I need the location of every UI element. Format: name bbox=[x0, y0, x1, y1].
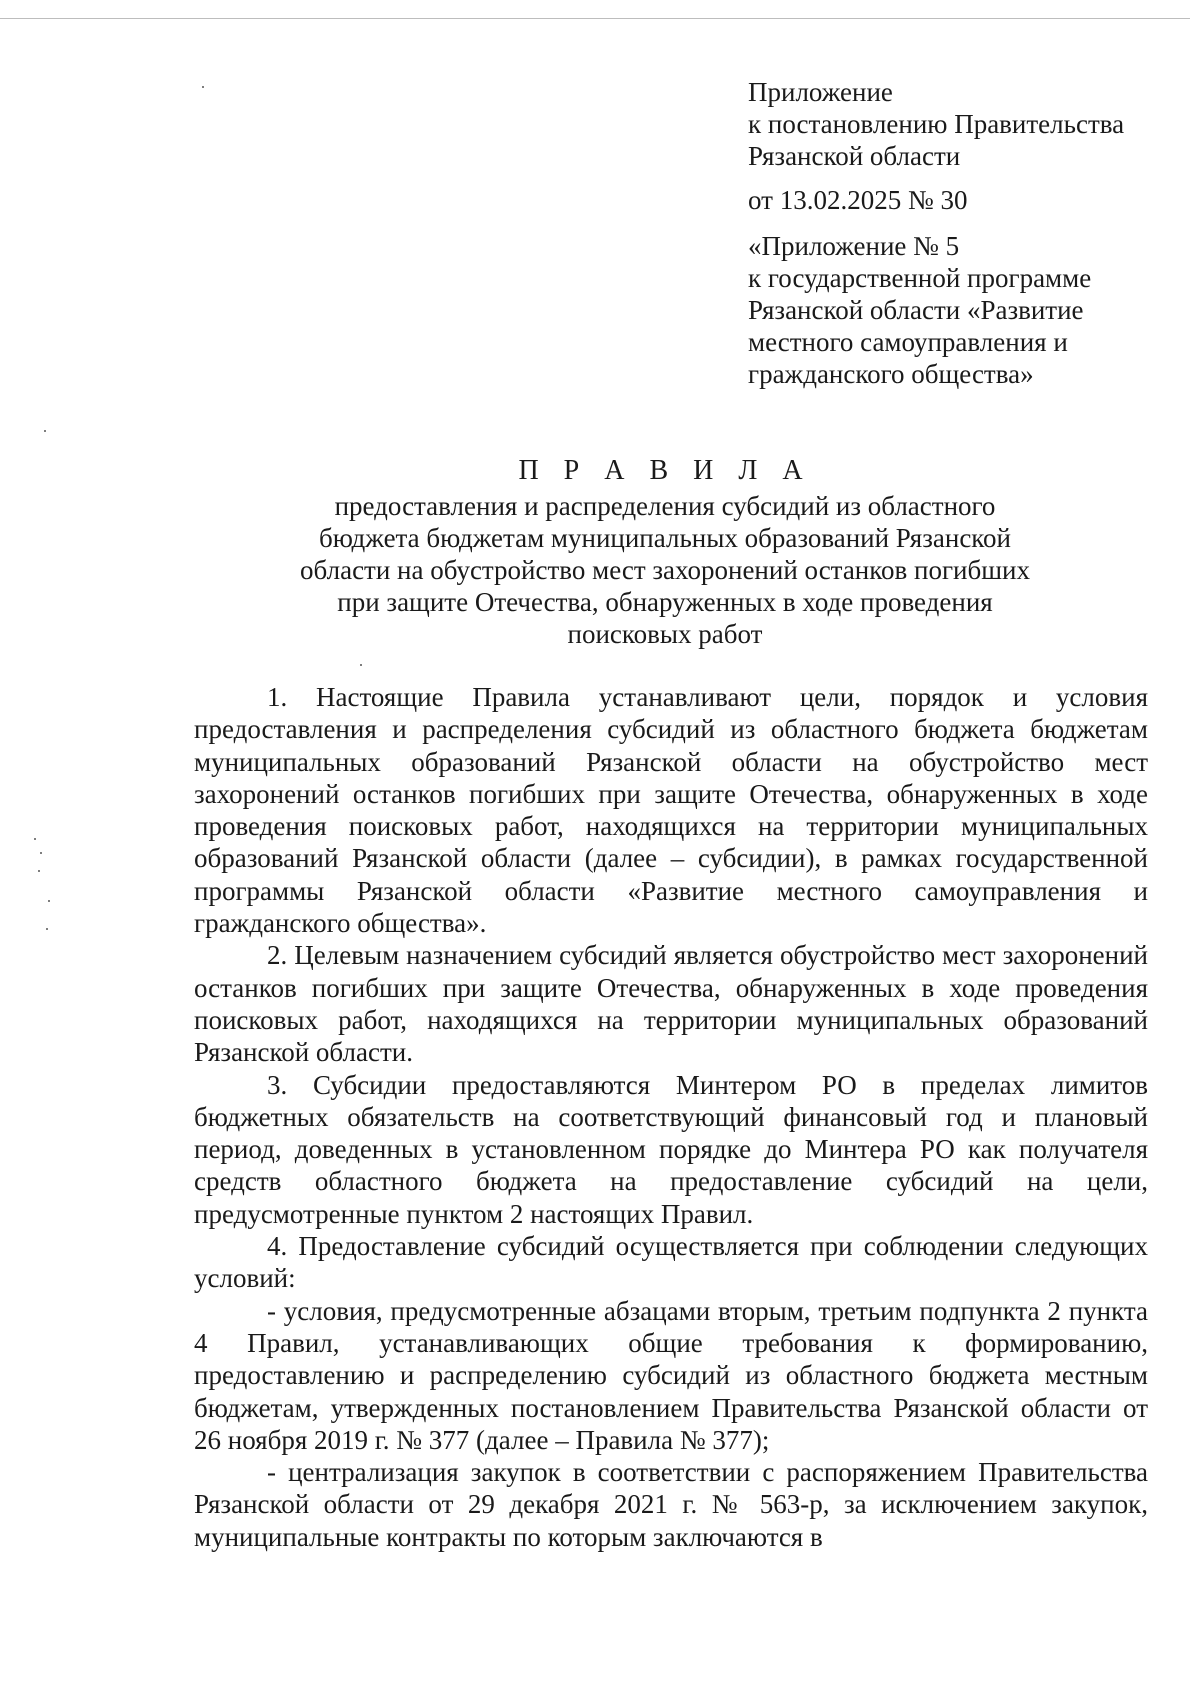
annex-line: к постановлению Правительства bbox=[748, 109, 1125, 139]
subtitle-line: поисковых работ bbox=[567, 619, 763, 649]
paragraph-2: 2. Целевым назначением субсидий является обустройство мест захоронений останков погибших при защите Отечества, обнаруженных в ходе проведения поисковых работ, находящихся на территории муниципальных образований Рязанской области. bbox=[194, 940, 1148, 1068]
scan-speck bbox=[202, 86, 204, 88]
condition-item: - условия, предусмотренные абзацами вторым, третьим подпункта 2 пункта 4 Правил, устанавливающих общие требования к формированию, предоставлению и распределению субсидий из областного бюджета местным бюджетам, утвержденных постановлением Правительства Рязанской области от 26 ноября 2019 г. № 377 (далее – Правила № 377); bbox=[194, 1295, 1148, 1455]
program-annex-line: Рязанской области «Развитие bbox=[748, 295, 1084, 325]
annex-line: Рязанской области bbox=[748, 141, 961, 171]
paragraph-1: 1. Настоящие Правила устанавливают цели, порядок и условия предоставления и распределения субсидий из областного бюджета бюджетам муниципальных образований Рязанской области на обустройство мест захоронений останков погибших при защите Отечества, обнаруженных в ходе проведения поисковых работ, находящихся на территории муниципальных образований Рязанской области (далее – субсидии), в рамках государственной программы Рязанской области «Развитие местного самоуправления и гражданского общества». bbox=[194, 682, 1148, 939]
program-annex-line: «Приложение № 5 bbox=[748, 231, 960, 261]
subtitle-line: области на обустройство мест захоронений останков погибших bbox=[300, 555, 1030, 585]
program-annex-line: к государственной программе bbox=[748, 263, 1092, 293]
condition-item: - централизация закупок в соответствии с распоряжением Правительства Рязанской области от 29 декабря 2021 г. № 563-р, за исключением закупок, муниципальные контракты по которым заключаются в bbox=[194, 1457, 1148, 1552]
scan-speck bbox=[44, 430, 46, 432]
subtitle-line: бюджета бюджетам муниципальных образований Рязанской bbox=[319, 523, 1011, 553]
subtitle-line: при защите Отечества, обнаруженных в ходе проведения bbox=[337, 587, 993, 617]
scan-speck bbox=[360, 664, 362, 666]
scan-speck bbox=[48, 900, 50, 902]
annex-date: от 13.02.2025 № 30 bbox=[748, 185, 968, 215]
annex-line: Приложение bbox=[748, 77, 893, 107]
scan-speck bbox=[40, 852, 42, 854]
scan-speck bbox=[34, 838, 36, 840]
scan-speck bbox=[46, 928, 48, 930]
document-body bbox=[194, 681, 1148, 1553]
annex-header bbox=[748, 76, 1168, 390]
scan-top-edge bbox=[0, 18, 1190, 19]
document-subtitle bbox=[0, 490, 1200, 650]
program-annex-line: гражданского общества» bbox=[748, 359, 1034, 389]
subtitle-line: предоставления и распределения субсидий из областного bbox=[334, 491, 996, 521]
document-title: П Р А В И Л А bbox=[518, 455, 812, 486]
paragraph-3: 3. Субсидии предоставляются Минтером РО в пределах лимитов бюджетных обязательств на соответствующий финансовый год и плановый период, доведенных в установленном порядке до Минтера РО как получателя средств областного бюджета на предоставление субсидий на цели, предусмотренные пунктом 2 настоящих Правил. bbox=[194, 1069, 1148, 1229]
scan-speck bbox=[38, 870, 40, 872]
program-annex-header bbox=[748, 230, 1168, 390]
paragraph-4: 4. Предоставление субсидий осуществляется при соблюдении следующих условий: bbox=[194, 1231, 1148, 1294]
program-annex-line: местного самоуправления и bbox=[748, 327, 1068, 357]
